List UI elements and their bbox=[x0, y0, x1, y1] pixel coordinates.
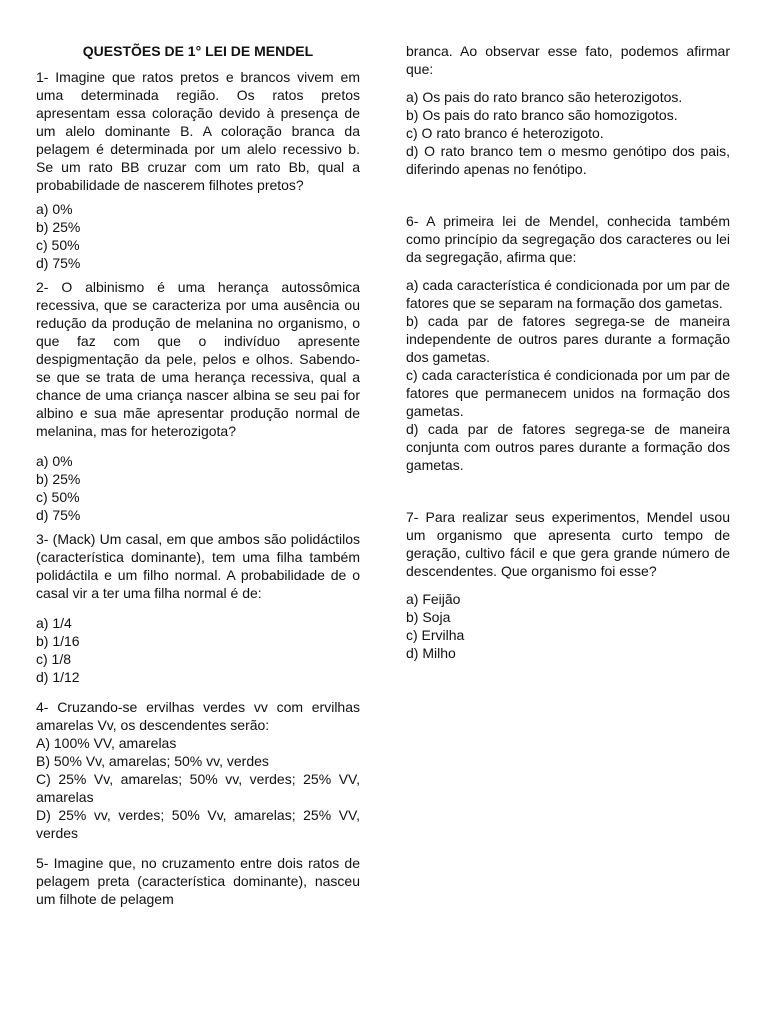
option-item: b) 25% bbox=[36, 471, 81, 487]
question-2-text: 2- O albinismo é uma herança autossômica recessiva, que se caracteriza por uma ausência ou redução da produção de melanina no organismo, o que faz com que o indivíduo apresente despigmentação da pele, pelos e olhos. Sabendo-se que se trata de uma herança recessiva, qual a chance de uma criança nascer albina se seu pai for albino e sua mãe apresentar produção normal de melanina, mas for heterozigota? bbox=[36, 279, 360, 439]
page-title: QUESTÕES DE 1° LEI DE MENDEL bbox=[82, 43, 314, 59]
option-item: c) O rato branco é heterozigoto. bbox=[406, 125, 604, 141]
question-4-options bbox=[36, 734, 360, 842]
option-item: d) O rato branco tem o mesmo genótipo dos pais, diferindo apenas no fenótipo. bbox=[406, 143, 730, 177]
right-column bbox=[406, 42, 730, 668]
option-item: c) 50% bbox=[36, 237, 80, 253]
question-5-options bbox=[406, 88, 730, 178]
question-5-text-part2: branca. Ao observar esse fato, podemos afirmar que: bbox=[406, 43, 730, 77]
question-7-options bbox=[406, 590, 730, 662]
question-5-text-part1: 5- Imagine que, no cruzamento entre dois ratos de pelagem preta (característica dominante), nasceu um filhote de pelagem bbox=[36, 855, 360, 907]
option-item: d) 75% bbox=[36, 507, 81, 523]
question-6-text: 6- A primeira lei de Mendel, conhecida também como princípio da segregação dos caracteres ou lei da segregação, afirma que: bbox=[406, 213, 730, 265]
option-item: a) cada característica é condicionada por um par de fatores que se separam na formação dos gametas. bbox=[406, 277, 730, 311]
option-item: b) Soja bbox=[406, 609, 451, 625]
question-4-text: 4- Cruzando-se ervilhas verdes vv com ervilhas amarelas Vv, os descendentes serão: bbox=[36, 699, 360, 733]
option-item: a) 0% bbox=[36, 201, 73, 217]
option-item: b) cada par de fatores segrega-se de maneira independente de outros pares durante a formação dos gametas. bbox=[406, 313, 730, 365]
question-1-text: 1- Imagine que ratos pretos e brancos vivem em uma determinada região. Os ratos pretos apresentam essa coloração devido à presença de um alelo dominante B. A coloração branca da pelagem é determinada por um alelo recessivo b. Se um rato BB cruzar com um rato Bb, qual a probabilidade de nascerem filhotes pretos? bbox=[36, 69, 360, 193]
option-item: c) Ervilha bbox=[406, 627, 465, 643]
option-item: a) Os pais do rato branco são heterozigotos. bbox=[406, 89, 683, 105]
question-3-options bbox=[36, 614, 360, 686]
option-item: c) 50% bbox=[36, 489, 80, 505]
option-item: c) cada característica é condicionada por um par de fatores que permanecem unidos na formação dos gametas. bbox=[406, 367, 730, 419]
option-item: b) 25% bbox=[36, 219, 81, 235]
option-item: b) Os pais do rato branco são homozigotos. bbox=[406, 107, 678, 123]
question-7-text: 7- Para realizar seus experimentos, Mendel usou um organismo que apresenta curto tempo de geração, cultivo fácil e que gera grande número de descendentes. Que organismo foi esse? bbox=[406, 509, 730, 579]
option-item: a) 1/4 bbox=[36, 615, 72, 631]
option-item: d) Milho bbox=[406, 645, 456, 661]
option-item: c) 1/8 bbox=[36, 651, 72, 667]
option-item: a) Feijão bbox=[406, 591, 461, 607]
question-3-text: 3- (Mack) Um casal, em que ambos são polidáctilos (característica dominante), tem uma filha também polidáctila e um filho normal. A probabilidade de o casal vir a ter uma filha normal é de: bbox=[36, 531, 360, 601]
question-2-options bbox=[36, 452, 360, 524]
option-item: C) 25% Vv, amarelas; 50% vv, verdes; 25% VV, amarelas bbox=[36, 771, 360, 805]
option-item: A) 100% VV, amarelas bbox=[36, 735, 177, 751]
option-item: B) 50% Vv, amarelas; 50% vv, verdes bbox=[36, 753, 269, 769]
question-1-options bbox=[36, 200, 360, 272]
option-item: D) 25% vv, verdes; 50% Vv, amarelas; 25% VV, verdes bbox=[36, 807, 360, 841]
left-column bbox=[36, 42, 360, 908]
question-6-options bbox=[406, 276, 730, 474]
option-item: d) cada par de fatores segrega-se de maneira conjunta com outros pares durante a formação dos gametas. bbox=[406, 421, 730, 473]
option-item: d) 1/12 bbox=[36, 669, 80, 685]
option-item: b) 1/16 bbox=[36, 633, 80, 649]
option-item: a) 0% bbox=[36, 453, 73, 469]
option-item: d) 75% bbox=[36, 255, 81, 271]
